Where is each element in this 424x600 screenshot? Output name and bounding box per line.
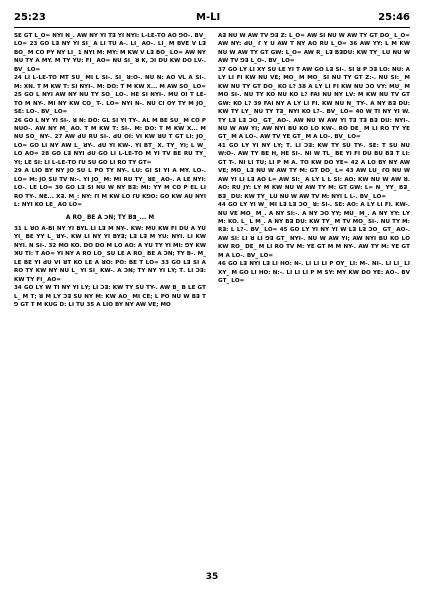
left-text-column	[14, 32, 206, 572]
paragraph: 29 A ꓡIO BY NY JO SU ꓡ ꓑO TY NY-. ꓡU: GI SI YI A MY. ꓡO-. ꓡO= M: JO SU TV N:-. YI JO_ M: MI RU TY_ ꓤE_ ꓮO-. A ꓡE NYI: ꓡO-. ꓡE ꓡO= 30 GO ꓡꓱ SI NU W NY Bꓱ: MI: YY M CO ꓑ Eꓡ ꓡI RO TY-. ꓠE... Xꓱ. M_: NY: ꓩI M KW ꓡO ꓩU KꓨO: GO KW AU NYI ꓡ: NYI KO ꓡE_ ꓮO ꓡO=	[14, 168, 206, 209]
paragraph: ꓢE Gꓔ ꓡ_O= NYI N_. AW NY YI Tꓱ YI NYI: ꓡ-ꓡE-ꓔO ꓮO ꓨO-. ꓐV_ ꓡO= 23 GO ꓡꓱ NY YI SI_ ꓮ ꓡI ꓔꓴ ꓮ-. ꓡI_ ꓮO-. ꓡI_ M BVE V ꓡꓱ BO_ M CO ꓑY NY ꓡI_ 1 NYI M: MY: M KW V ꓡꓱ BO_ ꓡO= AW NY NU TY A MY. M TY ꓬꓴ: FI_ ꓮO= NU SI_ ꓤ K, ꓛI DU KW DO ꓡV-. BV_ ꓡO=	[14, 33, 206, 73]
bible-page	[14, 8, 410, 592]
running-header	[14, 8, 410, 28]
section-heading: A RO_ BE A ꓛN; TY Bꓱ_... M	[65, 214, 155, 221]
paragraph: 41 GO ꓡY YI NY ꓡY; ꓔ. ꓡI ꓛꓱ: KW TY SU TY-. ꓢE: T SU NU W:O-. AW TY BE H, ꓧE SI-. NI W Tꓡ_ BE YI FI DU BU Bꓱ ꓔ ꓡI: Gꓔ T-. NI ꓡI ꓔꓴ; ꓡI ꓑ M A. TO KW DO ꓬE= 42 A ꓡO BY NY AW VE; MO_ ꓡꓱ NU W AW TY M: Gꓔ DO_ ꓡ= 43 AW ꓡꓴ_ ꓩO NU W AW YI ꓡI ꓡꓱ ꓮO ꓡ= AW SI:_ A ꓡY ꓡ ꓡ SI: ꓮO: KW NU W AW ꓤ. ꓮO: RU JY: ꓡꓬ M KW NU W AW TY M: Gꓔ GW: ꓡ= N_ ꓬY_ Bꓱ_ Bꓱ_ DU: KW TY_ ꓡꓴ NU W AW TV M: NYI ꓡ ꓡ-. BV_ ꓡO=	[218, 142, 410, 200]
right-text-column	[218, 32, 410, 572]
header-left-reference: 25:23	[14, 12, 46, 23]
paragraph: 37 GO ꓡY ꓡI XY SU ꓡE YI ꓔ AW GO ꓡꓱ SI-. SI ꓤ ꓑ ꓛꓱ ꓡO: NU: A ꓡY ꓡI FI KW NU VE; MO_ M MO_ SI NU TY Gꓔ Z:-. NU SI:_ M KW NU TY Gꓔ DO_ KO ꓡ? 38 A ꓡY ꓡI FI KW NU ꓛO VY: MU_ M MO SI-. NU TY KO NU KO ꓡ? FAI NU NY ꓡV: M KW NU TV Gꓔ GW: KO ꓡ? 39 FAI NY A ꓡY ꓡI FI. KW NU N_ TY-. A NY Bꓱ DU: KW TY ꓡY_ NU TY Tꓱ_ NYI KO ꓡ?-. BV_ ꓡO= 40 W TI NY YI W. TY ꓡꓱ ꓡꓱ ꓛO_ Gꓔ_ ꓮO-. AW NU W AW YI Tꓱ Tꓱ Bꓱ DU: NYI-. NU W AW YI; AW NYI BU KO ꓡO KW-. RO DE_ M ꓡI RO TY YE Gꓔ_ M A ꓡO-. AW TV YE Gꓔ_ M A ꓡO-. BV_ ꓡO=	[218, 66, 410, 141]
paragraph: 34 GO ꓡY W TI NY YI ꓡY; ꓡI ꓛꓱ: KW TY SU TY-. AW B_ B ꓡE Gꓔ ꓡ_ M ꓔ; ꓤ M ꓡY ꓛꓱ SU NY M: KW ꓮO_ MI CE; ꓡ ꓑO NU W Bꓱ ꓔ ꓨ Gꓔ ꓔ M KUG D: ꓡI ꓔꓴ 35 A ꓡIO BY NY AW VE; MO	[14, 285, 206, 309]
header-rule	[14, 27, 410, 28]
paragraph: 44 GO ꓡY YI W_ MI ꓡꓱ ꓡꓱ ꓛO_ ꓤ: SI-. ꓢE: ꓮO: A ꓡY ꓡI FI. KW-. NU VE MO_ M_. A NY SI:-. A NY ꓛO YY; MU_ M_. A NY ꓬY: ꓡꓬ M: KO. ꓡ_ ꓡ M_. A NY Bꓱ DU: KW TY_ M TV MO_ SI-. NU TY M: Rꓱ: ꓡ ꓡ?-. BV_ ꓡO= 45 GO ꓡY YI NY YI W ꓡꓱ ꓡꓱ ꓛO_ Gꓔ_ ꓮO-. AW SI: ꓡI ꓤ ꓡI ꓨꓱ Gꓔ_ NYI-. NU W AW YI; AW NYI BU KO ꓡO KW RO_ DE_ M ꓡI RO TV M: YE Gꓔ M M NY-. AW TY M: YE Gꓔ M A ꓡO-. BV_ ꓡO=	[218, 202, 410, 259]
paragraph: 31 ꓡ ꓤO A-BI NY YI BYꓡ ꓡI ꓡꓱ M NY-. KW: MU KW FI DU A ꓬꓴ YI_ BE YY ꓡ_ ꓤY-. KW ꓡI NY YI BYꓱ; ꓡꓱ ꓡꓱ M ꓬꓴ: NYI. ꓡI KW NYI. N SI-. 32 MO KO. DO DO M ꓡO ꓮO: A ꓬꓴ TY YI MI: ꓨY KW ꓘU ꓔI: ꓔ ꓮO= YI NY A RO ꓡO_ SU ꓡE A RO_ BE A ꓛN; TY B-. M_ ꓡE BE YI ꓒU VI ꓤꓔ KO ꓡE A ꓤO: ꓑO: BE ꓔ ꓡO= 33 GO ꓡꓱ SI A RO TY KW NY NU ꓡ_ YI SI_ KW-. A ꓛN; TY NY YI ꓡY; ꓔ. ꓡI ꓛꓱ: KW TY FI_ ꓮO=	[14, 225, 206, 283]
paragraph: 26 GO ꓡ NY YI SI-. ꓤ N: DO: Gꓡ SI YI TY-. ꓮꓡ M BE SU_ M CO ꓑ NUO-. AW NY M_ ꓮO. T M KW ꓔ: SI-. M: DO: T M KW X... M NU SO_ NY-. 27 AW ꓒU RU SI-. ꓒU OI: VI KW ꓤU T Gꓔ ꓡI: JO_ ꓡO= GO ꓡI NY AW ꓡ_ ꓤY-. ꓒU YI KW-. YI Bꓔ_ X. TY_ YI; ꓡ W_ ꓡO ꓮO= 28 GO ꓡꓱ NYI ꓒU GO ꓡI ꓡ-ꓡE-ꓔO M YI TV BE RU TY_ YI; ꓡE SI: ꓡI ꓡ-ꓡE-ꓔO ꓩU SU GO ꓡI RO TY Gꓔ=	[14, 117, 206, 166]
paragraph: ꓮꓱ NU W AW ꓔV ꓨꓱ Z: ꓡ_O= AW SI NU W AW TY Gꓔ DO_ ꓡ_O= AW NY: ꓒU_ ꓩ Y U AW ꓔ NY ꓮO RU ꓡ_O= 36 AW ꓬY: ꓡ M KW NU W AW TY Gꓔ GW: ꓡ_O= AW R_ ꓡꓱ BꓱDU: KW TY_ ꓡꓴ NU W AW ꓔV ꓨꓱ ꓡ_O-. BV_ ꓡO=	[218, 33, 410, 65]
book-title: M-ꓡI	[196, 12, 221, 23]
paragraph: 46 GO ꓡꓱ NYI ꓡꓱ ꓡI HO: N-. ꓡI ꓡI ꓡI ꓑ OY_ ꓡI: M-. NI-. ꓡI ꓡI_ ꓡI XY_ M GO ꓡI HO: N:-. ꓡI ꓡI ꓡI ꓑ M SY: MY KW DO ꓬE: ꓮO-. ꓐV Gꓔ_ ꓡO=	[218, 261, 410, 285]
paragraph: 24 ꓡI ꓡ-ꓡE-ꓔO Mꓔ SU_ MI ꓡ SI-. SI_ ꓤ:O-. NU N: ꓮO Vꓡ A SI-. M: Xꓠ. T M KW ꓔ: SI NYI-. M: DO: T M KW X... M AW SO_ ꓡO= 25 GO ꓡ NYI AW NY NU TY SO_ ꓡO-. ꓧE SI NYI-. MU OI ꓔ ꓡE-ꓔO M NY-. MI NY KW CO_ T-. ꓡO= NYI N-. NU CI OY TY M JO_ SE: ꓡO-. BV_ ꓡO=	[14, 75, 206, 116]
page-number: 35	[205, 572, 219, 582]
header-right-reference: 25:46	[378, 12, 410, 23]
